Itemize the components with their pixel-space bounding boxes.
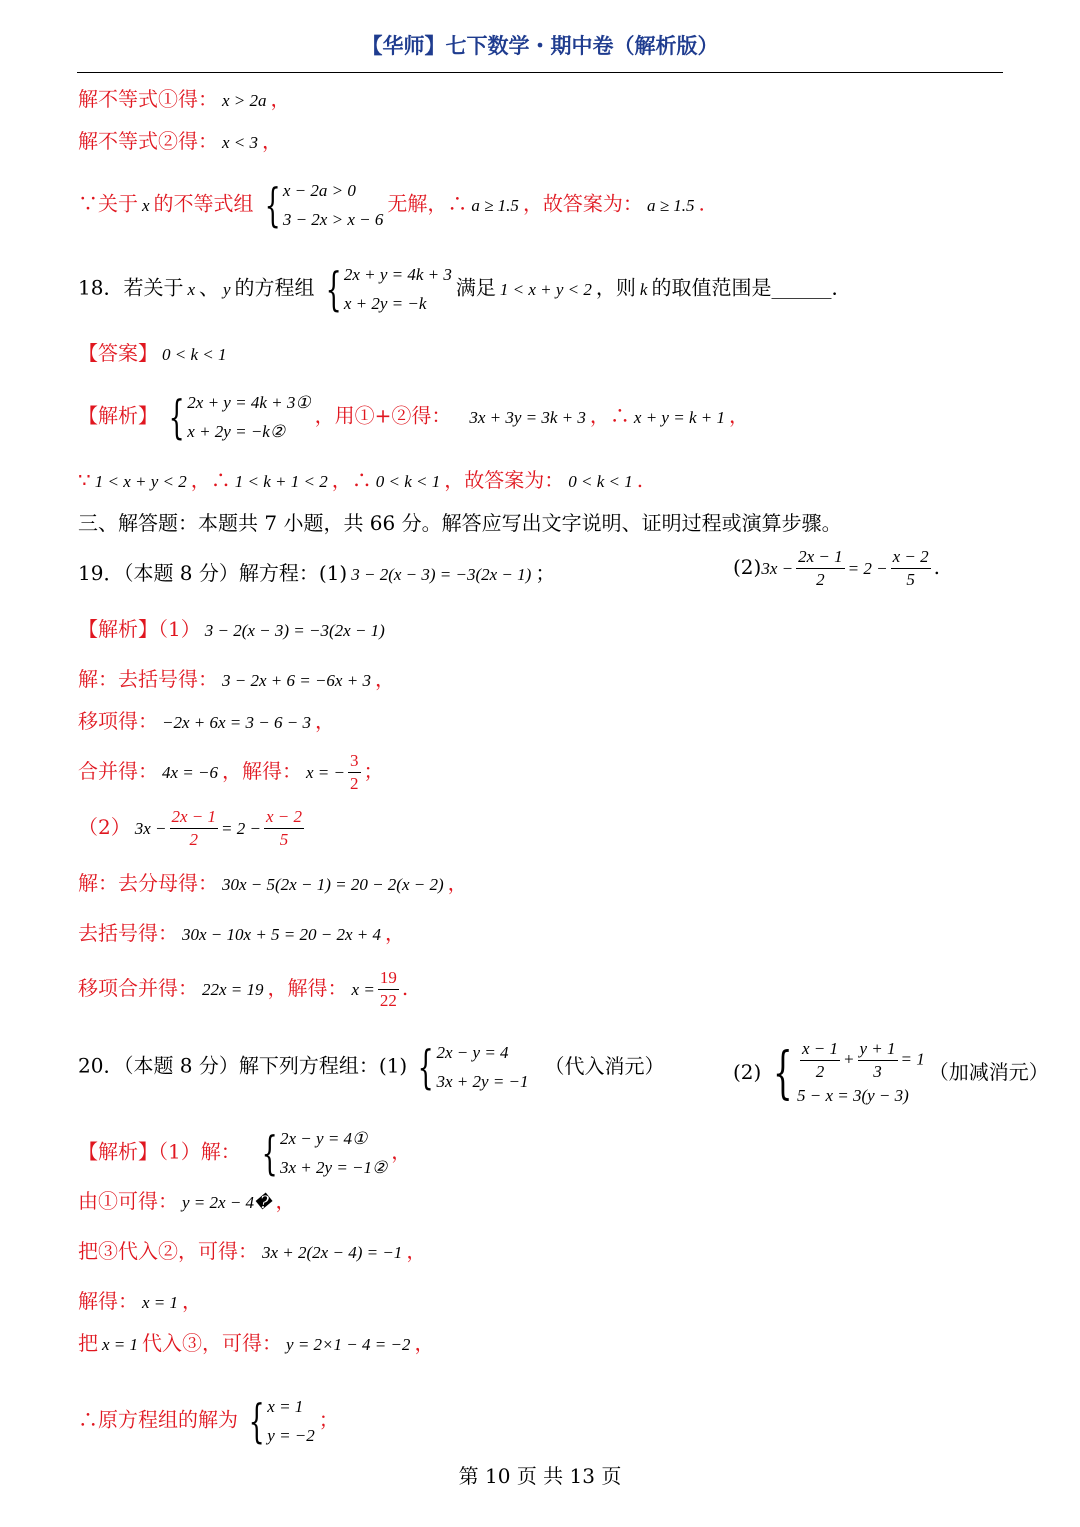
step-end: ， bbox=[374, 667, 395, 691]
step-text: 去括号得： bbox=[78, 921, 178, 945]
q19-p2-b: = 2 − bbox=[221, 819, 261, 838]
frac-den: 2 bbox=[816, 570, 825, 589]
step-end: ； bbox=[363, 759, 384, 783]
q19-analysis-1 bbox=[78, 615, 389, 645]
q17-sys-row-1: x − 2a > 0 bbox=[282, 181, 356, 200]
frac-num: y + 1 bbox=[858, 1038, 898, 1061]
q20-step-4 bbox=[78, 1329, 434, 1359]
page-header-title: 【华师】七下数学・期中卷（解析版） bbox=[361, 33, 719, 58]
q18-num: 18．若关于 bbox=[78, 275, 184, 300]
q20-step-5 bbox=[78, 1392, 339, 1450]
q20-method-2: （加减消元） bbox=[928, 1060, 1049, 1084]
q19-eq1: 3 − 2(x − 3) = −3(2x − 1) bbox=[351, 565, 532, 584]
q19-step-2 bbox=[78, 707, 335, 737]
q20-system-2 bbox=[765, 1038, 924, 1109]
left-brace: { bbox=[168, 390, 185, 444]
q17-l3-a: ∵关于 bbox=[78, 191, 138, 216]
q19-semi: ； bbox=[535, 561, 556, 585]
sys-row-2: 3x + 2y = −1② bbox=[280, 1158, 388, 1177]
q19-eq2-b: = 2 − bbox=[847, 559, 888, 578]
left-brace: { bbox=[773, 1040, 793, 1106]
frac-den: 2 bbox=[189, 830, 199, 849]
q17-l1-math: x > 2a bbox=[222, 91, 267, 110]
step-math-2: y = 2×1 − 4 = −2 bbox=[286, 1335, 411, 1354]
q18-stem bbox=[78, 260, 851, 318]
q18-vy: y bbox=[223, 279, 231, 299]
q20-method-1: （代入消元） bbox=[544, 1053, 665, 1078]
frac-den: 5 bbox=[279, 830, 289, 849]
sys2-row-1 bbox=[797, 1038, 925, 1083]
q18-l2-m3: 0 < k < 1 bbox=[375, 472, 441, 491]
frac-num: 2x − 1 bbox=[796, 546, 845, 569]
q20-part2 bbox=[733, 1038, 1049, 1109]
step-text-2: ，解得： bbox=[222, 759, 302, 783]
q18-l2-m1: 1 < x + y < 2 bbox=[94, 472, 187, 491]
step-math: 30x − 10x + 5 = 20 − 2x + 4 bbox=[182, 925, 381, 944]
q20-an-e: ， bbox=[391, 1139, 412, 1164]
frac-den: 2 bbox=[815, 1062, 825, 1081]
step-end: ， bbox=[385, 921, 405, 945]
q19-part2 bbox=[733, 546, 940, 591]
step-math: 30x − 5(2x − 1) = 20 − 2(x − 2) bbox=[222, 875, 444, 894]
q17-line-2 bbox=[78, 127, 282, 157]
q18-an-m2: x + y = k + 1 bbox=[633, 407, 725, 427]
q18-an-row-1: 2x + y = 4k + 3① bbox=[187, 393, 311, 412]
frac-num: x − 1 bbox=[800, 1038, 840, 1061]
q18-answer bbox=[78, 339, 231, 369]
frac-den: 5 bbox=[906, 570, 915, 589]
step-math: x = 1 bbox=[142, 1293, 179, 1312]
step-text: 移项得： bbox=[78, 709, 158, 733]
q19-frac-2 bbox=[891, 546, 931, 591]
q20-p2: (2) bbox=[733, 1060, 762, 1084]
q19-eq2-a: 3x − bbox=[761, 559, 794, 578]
frac-num: 3 bbox=[348, 750, 361, 773]
plus: + bbox=[843, 1049, 855, 1069]
frac-num: x − 2 bbox=[264, 806, 304, 829]
q19-an-eq1: 3 − 2(x − 3) = −3(2x − 1) bbox=[204, 621, 385, 640]
q19-p2-frac-2 bbox=[264, 806, 304, 851]
sys-row-2: y = −2 bbox=[267, 1426, 315, 1445]
q19-p2-a: 3x − bbox=[134, 819, 167, 838]
sys2-frac-1 bbox=[800, 1038, 840, 1083]
step-text: 合并得： bbox=[78, 759, 158, 783]
q18-an-b: ，∴ bbox=[589, 403, 630, 428]
q18-b: 满足 bbox=[455, 275, 496, 300]
step-math: y = 2x − 4� bbox=[182, 1193, 272, 1212]
q17-l2-text: 解不等式②得： bbox=[78, 129, 218, 153]
q17-l2-end: ， bbox=[262, 129, 283, 153]
frac-den: 22 bbox=[379, 991, 397, 1010]
q18-l2-a: ∵ bbox=[78, 468, 91, 492]
q20-step-1 bbox=[78, 1187, 295, 1217]
sys2-eq: = 1 bbox=[900, 1049, 925, 1069]
step-end: ； bbox=[318, 1407, 339, 1432]
step-end: ， bbox=[414, 1331, 435, 1355]
q17-l3-end: . bbox=[698, 191, 705, 216]
step-math: 22x = 19 bbox=[202, 980, 264, 999]
q17-line-1 bbox=[78, 85, 291, 115]
q20-analysis-1 bbox=[78, 1124, 411, 1182]
q18-l2-d: ，故答案为： bbox=[444, 468, 565, 492]
q17-inequality-system bbox=[258, 176, 384, 234]
q19-step-5 bbox=[78, 919, 405, 949]
step-end: . bbox=[401, 976, 409, 1000]
q17-l3-m2: a ≥ 1.5 bbox=[646, 195, 695, 215]
q19-stem-text: 19．（本题 8 分）解方程：(1) bbox=[78, 561, 348, 585]
sys-row-1: 2x − y = 4① bbox=[280, 1129, 368, 1148]
q17-l3-b: 的不等式组 bbox=[153, 191, 254, 216]
step-math: 3x + 2(2x − 4) = −1 bbox=[262, 1243, 403, 1262]
q20-analysis-system bbox=[255, 1124, 388, 1182]
section-3-heading: 三、解答题：本题共 7 小题，共 66 分。解答应写出文字说明、证明过程或演算步骤。 bbox=[78, 511, 842, 535]
step-text-2: ，解得： bbox=[267, 976, 348, 1000]
q17-line-3 bbox=[78, 176, 705, 234]
step-text: 移项合并得： bbox=[78, 976, 198, 1000]
q18-an-m1: 3x + 3y = 3k + 3 bbox=[469, 407, 586, 427]
q17-sys-row-2: 3 − 2x > x − 6 bbox=[282, 210, 384, 229]
step-text-2: 代入③，可得： bbox=[142, 1331, 283, 1355]
q19-dot: . bbox=[933, 555, 940, 579]
q20-system-1 bbox=[411, 1038, 528, 1096]
left-brace: { bbox=[248, 1394, 265, 1448]
answer-label: 【答案】 bbox=[78, 341, 158, 365]
analysis-label: 【解析】 bbox=[78, 1139, 158, 1164]
q19-s6-frac bbox=[378, 967, 399, 1012]
q18-equation-system bbox=[319, 260, 452, 318]
page-footer: 第 10 页 共 13 页 bbox=[458, 1464, 622, 1488]
step-text: 由①可得： bbox=[78, 1189, 178, 1213]
q18-a: 的方程组 bbox=[234, 275, 315, 300]
q18-sys-row-1: 2x + y = 4k + 3 bbox=[343, 265, 452, 284]
q19-step-4 bbox=[78, 869, 468, 899]
step-math-2: x = bbox=[351, 980, 375, 999]
q20-stem bbox=[78, 1038, 665, 1096]
q17-l3-m1: a ≥ 1.5 bbox=[471, 195, 519, 215]
q19-p2-frac-1 bbox=[170, 806, 219, 851]
step-math: 3 − 2x + 6 = −6x + 3 bbox=[222, 671, 371, 690]
q17-l3-var: x bbox=[142, 195, 150, 215]
step-text: ∴原方程组的解为 bbox=[78, 1407, 238, 1432]
q18-sep: 、 bbox=[199, 275, 219, 300]
q18-analysis-2 bbox=[78, 466, 643, 496]
analysis-label: 【解析】 bbox=[78, 403, 158, 428]
q18-cond: 1 < x + y < 2 bbox=[499, 279, 592, 299]
sys2-frac-2 bbox=[858, 1038, 898, 1083]
q18-c: ，则 bbox=[595, 275, 636, 300]
step-text: 把 bbox=[78, 1331, 98, 1355]
left-brace: { bbox=[264, 178, 281, 232]
step-text: 解：去括号得： bbox=[78, 667, 218, 691]
q18-l2-m2: 1 < k + 1 < 2 bbox=[234, 472, 328, 491]
frac-num: x − 2 bbox=[891, 546, 931, 569]
q18-an-row-2: x + 2y = −k② bbox=[187, 422, 286, 441]
step-text: 解得： bbox=[78, 1289, 138, 1313]
step-end: ， bbox=[406, 1239, 427, 1263]
q19-stem bbox=[78, 559, 555, 589]
q18-answer-math: 0 < k < 1 bbox=[162, 345, 227, 364]
step-math: −2x + 6x = 3 − 6 − 3 bbox=[162, 713, 311, 732]
sys-row-1: 2x − y = 4 bbox=[436, 1043, 509, 1062]
part-label: （1） bbox=[158, 617, 201, 641]
step-end: ， bbox=[314, 709, 335, 733]
q19-part2-analysis bbox=[78, 806, 307, 851]
q17-l1-end: ， bbox=[270, 87, 291, 111]
q18-vx: x bbox=[187, 279, 195, 299]
left-brace: { bbox=[261, 1126, 278, 1180]
q17-l3-d: ，故答案为： bbox=[522, 191, 643, 216]
header-rule bbox=[77, 72, 1003, 73]
q20-step-2 bbox=[78, 1237, 426, 1267]
step-end: ， bbox=[182, 1289, 203, 1313]
q17-l2-math: x < 3 bbox=[222, 133, 259, 152]
step-text: 把③代入②，可得： bbox=[78, 1239, 258, 1263]
q18-an-a: ，用①+②得： bbox=[314, 403, 452, 428]
q17-l3-c: 无解，∴ bbox=[387, 191, 468, 216]
frac-den: 3 bbox=[873, 1062, 882, 1081]
frac-num: 2x − 1 bbox=[170, 806, 219, 829]
q18-sys-row-2: x + 2y = −k bbox=[343, 294, 427, 313]
q19-p2: (2) bbox=[733, 555, 762, 579]
q19-frac-1 bbox=[796, 546, 845, 591]
sys-row-2: 3x + 2y = −1 bbox=[436, 1072, 529, 1091]
q18-analysis-1 bbox=[78, 388, 749, 446]
q18-analysis-system bbox=[162, 388, 311, 446]
q18-an-c: ， bbox=[728, 403, 749, 428]
q18-vk: k bbox=[639, 279, 648, 299]
step-math-1: x = 1 bbox=[102, 1335, 139, 1354]
step-end: ， bbox=[275, 1189, 296, 1213]
q20-stem-text: 20．（本题 8 分）解下列方程组：(1) bbox=[78, 1053, 408, 1078]
q18-l2-c: ，∴ bbox=[331, 468, 372, 492]
q19-step-1 bbox=[78, 665, 395, 695]
left-brace: { bbox=[325, 262, 342, 316]
step-text: 解：去分母得： bbox=[78, 871, 218, 895]
analysis-label: 【解析】 bbox=[78, 617, 158, 641]
step-math-2: x = − bbox=[306, 763, 345, 782]
q17-l1-text: 解不等式①得： bbox=[78, 87, 218, 111]
q19-s3-frac bbox=[348, 750, 361, 795]
q19-step-6 bbox=[78, 967, 408, 1012]
q19-step-3 bbox=[78, 750, 384, 795]
frac-den: 2 bbox=[350, 774, 359, 793]
q18-l2-m4: 0 < k < 1 bbox=[568, 472, 633, 491]
q20-step-3 bbox=[78, 1287, 202, 1317]
q18-d: 的取值范围是______． bbox=[651, 275, 852, 300]
q20-an-a: （1）解： bbox=[158, 1139, 241, 1164]
part-label: （2） bbox=[78, 815, 131, 839]
step-end: ， bbox=[447, 871, 468, 895]
step-math: 4x = −6 bbox=[162, 763, 218, 782]
sys2-row-2: 5 − x = 3(y − 3) bbox=[796, 1086, 909, 1105]
frac-num: 19 bbox=[378, 967, 399, 990]
q20-solution-system bbox=[242, 1392, 315, 1450]
q18-l2-b: ，∴ bbox=[190, 468, 231, 492]
left-brace: { bbox=[417, 1040, 434, 1094]
sys-row-1: x = 1 bbox=[267, 1397, 304, 1416]
q18-l2-end: . bbox=[636, 468, 644, 492]
